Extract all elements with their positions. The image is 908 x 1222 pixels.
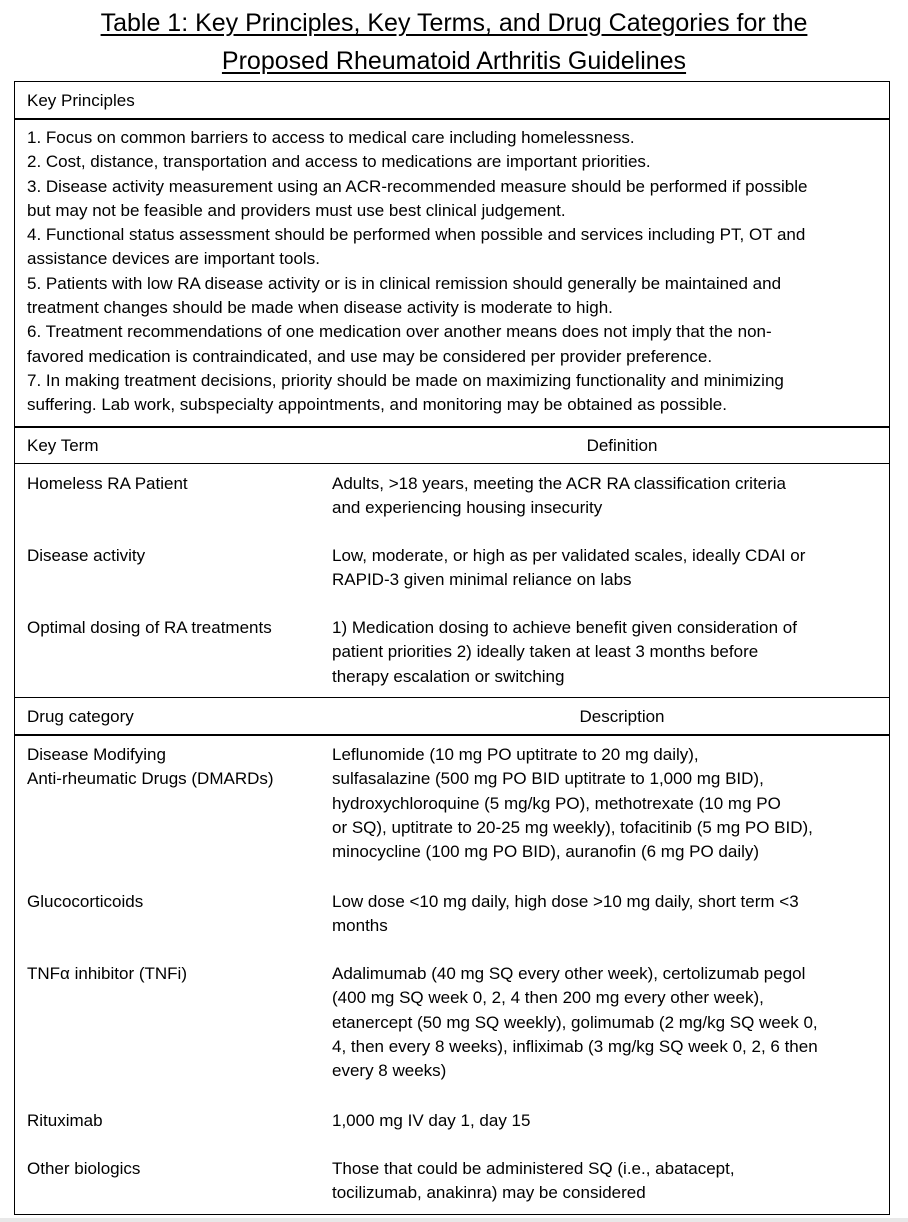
text-line: and experiencing housing insecurity	[332, 498, 603, 518]
key-principles-list	[27, 126, 808, 418]
title-line-1: Table 1: Key Principles, Key Terms, and Drug Categories for the	[100, 9, 808, 37]
drug-category-row-label	[27, 962, 187, 986]
label-line: Optimal dosing of RA treatments	[27, 618, 272, 637]
text-line: minocycline (100 mg PO BID), auranofin (6 mg PO daily)	[332, 842, 760, 862]
principle-line: 6. Treatment recommendations of one medication over another means does not imply that the non-	[27, 322, 772, 342]
text-line: Low dose <10 mg daily, high dose >10 mg daily, short term <3	[332, 892, 799, 911]
divider	[15, 734, 889, 736]
description-column-header: Description	[579, 707, 665, 726]
text-line: etanercept (50 mg SQ weekly), golimumab (2 mg/kg SQ week 0,	[332, 1012, 818, 1032]
divider	[15, 118, 889, 120]
principle-line: suffering. Lab work, subspecialty appointments, and monitoring may be obtained as possible.	[27, 395, 727, 415]
key-term-row-text	[332, 544, 882, 593]
key-term-row-label	[27, 616, 272, 640]
text-line: Adults, >18 years, meeting the ACR RA classification criteria	[332, 474, 787, 493]
key-principles-header: Key Principles	[27, 91, 135, 110]
label-line: TNFα inhibitor (TNFi)	[27, 964, 187, 983]
label-line: Disease Modifying	[27, 745, 166, 764]
principle-line: 1. Focus on common barriers to access to medical care including homelessness.	[27, 128, 635, 147]
text-line: Those that could be administered SQ (i.e., abatacept,	[332, 1159, 735, 1178]
text-line: patient priorities 2) ideally taken at least 3 months before	[332, 642, 759, 662]
key-terms-header-row	[15, 428, 889, 464]
principle-line: 3. Disease activity measurement using an ACR-recommended measure should be performed if possible	[27, 176, 808, 196]
text-line: (400 mg SQ week 0, 2, 4 then 200 mg every other week),	[332, 988, 764, 1008]
text-line: months	[332, 916, 388, 936]
label-line: Homeless RA Patient	[27, 474, 188, 493]
drug-category-row-label	[27, 1109, 103, 1133]
text-line: 1,000 mg IV day 1, day 15	[332, 1111, 531, 1130]
page-bottom-edge	[0, 1218, 908, 1222]
drug-category-row-text	[332, 962, 882, 1083]
drug-category-row-text	[332, 1109, 882, 1133]
key-principles-header-row	[15, 82, 889, 119]
definition-column-header: Definition	[586, 436, 658, 455]
text-line: 1) Medication dosing to achieve benefit given consideration of	[332, 618, 797, 637]
label-line: Rituximab	[27, 1111, 103, 1130]
drug-category-header-row	[15, 698, 889, 734]
table-title	[0, 4, 908, 80]
drug-category-row-text	[332, 1157, 882, 1206]
text-line: hydroxychloroquine (5 mg/kg PO), methotrexate (10 mg PO	[332, 793, 781, 813]
principle-line: but may not be feasible and providers must use best clinical judgement.	[27, 200, 566, 220]
drug-category-column-header: Drug category	[27, 707, 134, 726]
text-line: tocilizumab, anakinra) may be considered	[332, 1183, 646, 1203]
principle-line: favored medication is contraindicated, and use may be considered per provider preference.	[27, 346, 713, 366]
divider	[15, 463, 889, 464]
guidelines-table	[14, 81, 890, 1215]
principle-line: treatment changes should be made when disease activity is moderate to high.	[27, 298, 613, 318]
principle-line: assistance devices are important tools.	[27, 249, 320, 269]
text-line: every 8 weeks)	[332, 1061, 447, 1081]
label-line: Glucocorticoids	[27, 892, 144, 911]
key-term-row-label	[27, 472, 188, 496]
key-term-row-text	[332, 472, 882, 521]
drug-category-row-label	[27, 890, 143, 914]
text-line: sulfasalazine (500 mg PO BID uptitrate to 1,000 mg BID),	[332, 769, 764, 789]
principle-line: 5. Patients with low RA disease activity or is in clinical remission should generally be maintained and	[27, 273, 782, 293]
text-line: therapy escalation or switching	[332, 666, 565, 686]
key-term-row-text	[332, 616, 882, 689]
principle-line: 7. In making treatment decisions, priority should be made on maximizing functionality and minimizing	[27, 370, 784, 390]
key-term-row-label	[27, 544, 145, 568]
key-term-column-header: Key Term	[27, 436, 99, 455]
text-line: 4, then every 8 weeks), infliximab (3 mg/kg SQ week 0, 2, 6 then	[332, 1036, 818, 1056]
principle-line: 4. Functional status assessment should be performed when possible and services including PT, OT and	[27, 225, 806, 245]
drug-category-row-label	[27, 743, 274, 792]
text-line: Leflunomide (10 mg PO uptitrate to 20 mg daily),	[332, 745, 699, 764]
text-line: RAPID-3 given minimal reliance on labs	[332, 570, 632, 590]
title-line-2: Proposed Rheumatoid Arthritis Guidelines	[221, 47, 687, 75]
text-line: Low, moderate, or high as per validated scales, ideally CDAI or	[332, 546, 806, 565]
drug-category-row-label	[27, 1157, 140, 1181]
label-line: Disease activity	[27, 546, 146, 565]
text-line: or SQ), uptitrate to 20-25 mg weekly), tofacitinib (5 mg PO BID),	[332, 817, 813, 837]
drug-category-row-text	[332, 890, 882, 939]
label-line: Other biologics	[27, 1159, 141, 1178]
text-line: Adalimumab (40 mg SQ every other week), certolizumab pegol	[332, 964, 806, 983]
drug-category-row-text	[332, 743, 882, 864]
label-line: Anti-rheumatic Drugs (DMARDs)	[27, 769, 274, 789]
principle-line: 2. Cost, distance, transportation and access to medications are important priorities.	[27, 152, 651, 172]
